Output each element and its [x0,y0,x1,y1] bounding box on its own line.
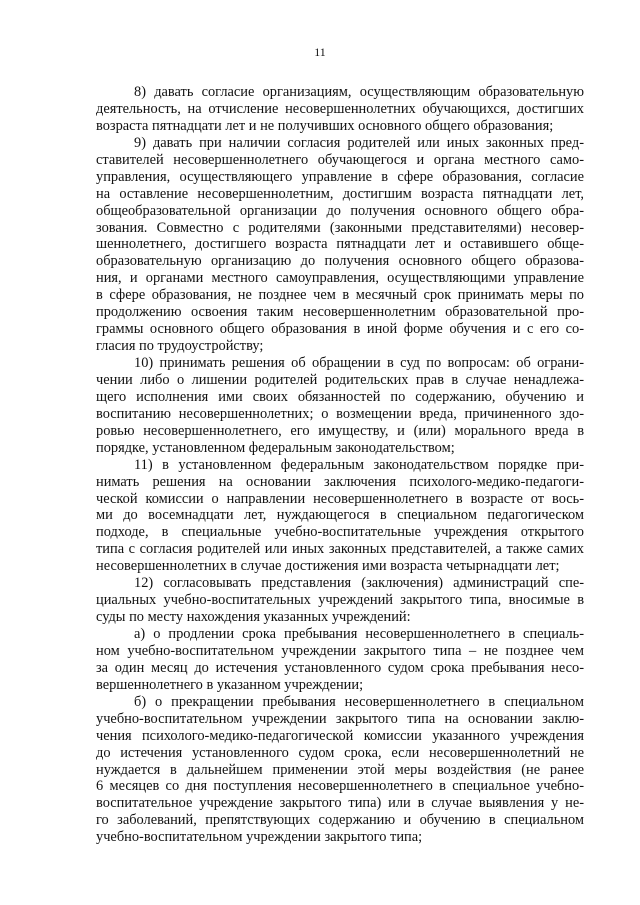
text-line: нимать решения на основании заключения психолого-медико-педагоги- [96,473,584,490]
text-line: зования. Совместно с родителями (законными представителями) несовер- [96,219,584,236]
text-line: а) о продлении срока пребывания несовершеннолетнего в специаль- [134,626,584,642]
text-line: порядке, установленном федеральным законодательством; [96,439,455,456]
text-line: б) о прекращении пребывания несовершеннолетнего в специальном [134,693,584,710]
text-line: чении либо о лишении родителей родительских прав в случае ненадлежа- [96,371,584,388]
text-line: типа с согласия родителей или иных законных представителей, а также самих [96,541,584,558]
text-line: ном учебно-воспитательном учреждении закрытого типа – не позднее чем [96,642,584,659]
paragraph-item-12-b [96,694,584,846]
paragraph-item-9 [96,135,584,355]
text-line: несовершеннолетних в случае достижения ими возраста четырнадцати лет; [96,558,560,575]
text-line: ровью несовершеннолетнего, его имуществу, и (или) морального вреда в [96,422,584,439]
text-line: гласия по трудоустройству; [96,338,264,355]
text-line: образовательную организацию до получения основного общего образова- [96,253,584,270]
text-line: возраста пятнадцати лет и не получивших основного общего образования; [96,117,554,134]
text-line: суды по месту нахождения указанных учреждений: [96,609,411,626]
paragraph-item-12 [96,575,584,626]
paragraph-item-12-a [96,626,584,694]
text-line: до истечения установленного судом срока, если несовершеннолетний не [96,744,584,761]
text-line: 12) согласовывать представления (заключения) администраций спе- [134,575,584,592]
text-line: в сфере образования, не позднее чем в месячный срок принимать меры по [96,287,584,304]
text-line: воспитательное учреждение закрытого типа) или в случае выявления у не- [96,795,584,812]
paragraph-item-8 [96,84,584,135]
text-line: ния, и органами местного самоуправления, осуществляющими управление [96,270,584,287]
text-line: подходе, в специальные учебно-воспитательные учреждения открытого [96,524,584,541]
paragraph-item-11 [96,457,584,576]
text-line: шеннолетнего, достигшего возраста пятнадцати лет и оставившего обще- [96,236,584,253]
text-line: щего исполнения ими своих обязанностей по содержанию, обучению и [96,388,584,405]
text-line: за один месяц до истечения установленного судом срока пребывания несо- [96,659,584,676]
text-line: 9) давать при наличии согласия родителей или иных законных пред- [134,134,584,151]
text-line: нуждается в дальнейшем применении этой меры воздействия (не ранее [96,761,584,778]
text-line: 6 месяцев со дня поступления несовершеннолетнего в специальное учебно- [96,778,584,795]
text-line: го заболеваний, препятствующих содержанию и обучению в специальном [96,812,584,829]
text-line: граммы основного общего образования в иной форме обучения и с его со- [96,321,584,338]
text-line: деятельность, на отчисление несовершеннолетних обучающихся, достигших [96,100,584,117]
text-line: управления, осуществляющего управление в сфере образования, согласие [96,168,584,185]
text-line: 10) принимать решения об обращении в суд по вопросам: об ограни- [134,355,584,371]
text-line: общеобразовательной организации до получения основного общего обра- [96,202,584,219]
text-line: продолжению освоения таким несовершеннолетним образовательной про- [96,304,584,321]
text-line: ческой комиссии о направлении несовершеннолетнего в возрасте от вось- [96,490,584,507]
text-line: учебно-воспитательном учреждении закрытого типа на основании заклю- [96,710,584,727]
text-line: ми до восемнадцати лет, нуждающегося в специальном педагогическом [96,507,584,524]
document-body [96,84,584,846]
text-line: воспитанию несовершеннолетних; о возмещении вреда, причиненного здо- [96,405,584,422]
page-number: 11 [314,45,326,59]
text-line: учебно-воспитательном учреждении закрытого типа; [96,829,423,846]
text-line: на оставление несовершеннолетним, достигшим возраста пятнадцати лет, [96,185,584,202]
text-line: вершеннолетнего в указанном учреждении; [96,676,364,693]
text-line: циальных учебно-воспитательных учреждений закрытого типа, вносимые в [96,592,584,609]
text-line: ставителей несовершеннолетнего обучающегося и органа местного само- [96,151,584,168]
text-line: 11) в установленном федеральным законодательством порядке при- [134,456,584,473]
text-line: 8) давать согласие организациям, осуществляющим образовательную [134,84,584,100]
paragraph-item-10 [96,355,584,457]
text-line: чения психолого-медико-педагогической комиссии указанного учреждения [96,727,584,744]
